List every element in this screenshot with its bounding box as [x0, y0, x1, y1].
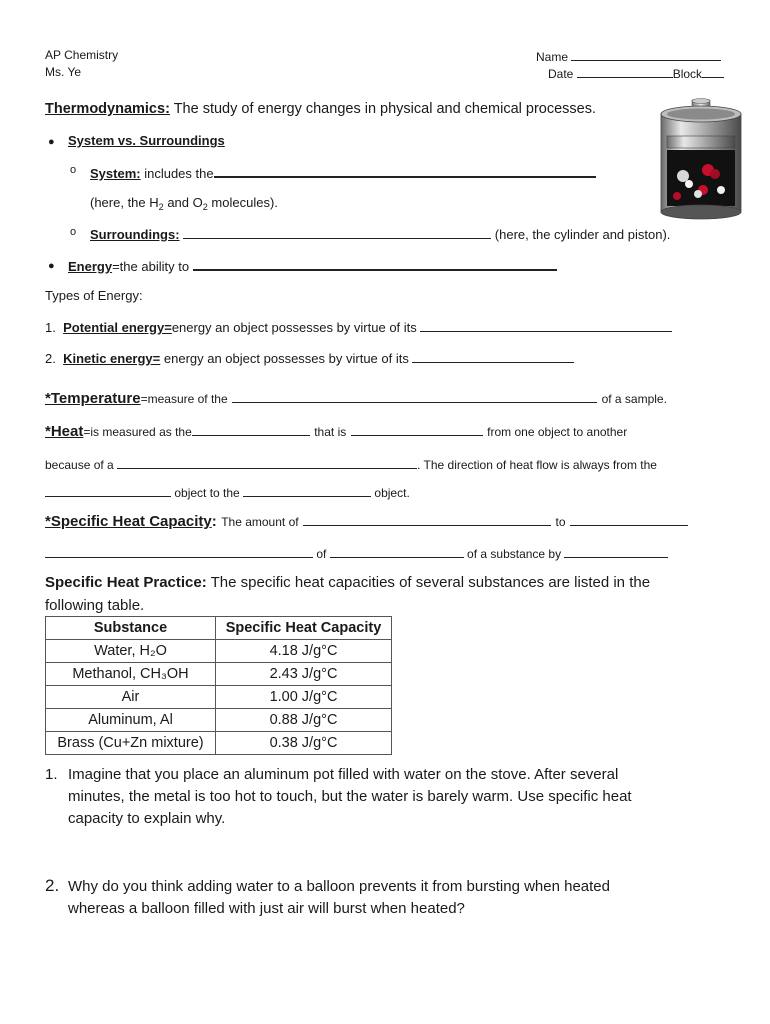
heat-line-2: [45, 456, 657, 472]
energy-blank[interactable]: [193, 257, 557, 271]
intro-line: [45, 101, 596, 117]
heat-term: *Heat: [45, 423, 84, 440]
date-line: [548, 65, 724, 81]
practice-term: Specific Heat Practice:: [45, 574, 207, 591]
question-1-number: 1.: [45, 766, 58, 783]
system-text: includes the: [144, 166, 214, 181]
item2-num: 2.: [45, 351, 56, 366]
question-2-text: [68, 876, 610, 920]
specific-heat-line-2: [45, 545, 668, 561]
system-note-pre: (here, the H: [90, 195, 159, 210]
table-row: [46, 640, 392, 663]
temperature-text: =measure of the: [140, 392, 228, 406]
system-heading: System vs. Surroundings: [68, 133, 225, 148]
heat-line2-b: . The direction of heat flow is always from the: [417, 458, 657, 472]
energy-term: Energy: [68, 259, 113, 274]
heat-blank-5[interactable]: [243, 484, 371, 497]
specific-heat-table: [45, 616, 392, 755]
course-label: AP Chemistry: [45, 48, 119, 62]
heat-blank-3[interactable]: [117, 456, 417, 469]
specific-heat-text-1: The amount of: [221, 515, 299, 529]
bullet-1: ●: [48, 136, 55, 148]
system-note-mid: and O: [163, 195, 203, 210]
name-blank[interactable]: [571, 48, 721, 61]
question-2-line-1: Why do you think adding water to a balloon prevents it from bursting when heated: [68, 878, 610, 895]
table-cell-substance: Brass (Cu+Zn mixture): [46, 732, 216, 755]
specific-heat-text-2: to: [555, 515, 566, 529]
specific-heat-colon: :: [211, 513, 217, 530]
table-cell-substance: Water, H₂O: [46, 640, 216, 663]
table-row: [46, 686, 392, 709]
kinetic-energy-term: Kinetic energy=: [63, 351, 161, 366]
system-blank[interactable]: [214, 164, 596, 178]
temperature-end: of a sample.: [601, 392, 667, 406]
practice-text-1: The specific heat capacities of several substances are listed in the: [206, 574, 651, 591]
temperature-line: [45, 390, 667, 408]
system-term: System:: [90, 166, 141, 181]
system-line: [90, 164, 596, 181]
energy-line: [68, 257, 557, 274]
practice-line-1: [45, 574, 650, 591]
surroundings-note: (here, the cylinder and piston).: [494, 227, 671, 242]
specific-heat-blank-5[interactable]: [564, 545, 668, 558]
temperature-blank[interactable]: [232, 390, 597, 403]
table-cell-value: 2.43 J/g°C: [216, 663, 392, 686]
table-cell-value: 4.18 J/g°C: [216, 640, 392, 663]
temperature-term: *Temperature: [45, 390, 141, 407]
specific-heat-blank-4[interactable]: [330, 545, 464, 558]
table-cell-substance: Air: [46, 686, 216, 709]
specific-heat-text-3: of: [316, 547, 327, 561]
table-header-capacity: Specific Heat Capacity: [216, 617, 392, 640]
table-header-row: [46, 617, 392, 640]
heat-line2-a: because of a: [45, 458, 114, 472]
system-note-sub1: 2: [158, 202, 164, 212]
surroundings-line: [90, 226, 670, 242]
specific-heat-text-4: of a substance by: [467, 547, 562, 561]
table-cell-value: 0.88 J/g°C: [216, 709, 392, 732]
heat-line3-a: object to the: [174, 486, 240, 500]
kinetic-energy-blank[interactable]: [412, 350, 574, 363]
potential-energy-blank[interactable]: [420, 319, 672, 332]
surroundings-term: Surroundings:: [90, 227, 180, 242]
surroundings-blank[interactable]: [183, 226, 491, 239]
heat-line-1: [45, 423, 627, 441]
heat-text-1: =is measured as the: [83, 425, 192, 439]
potential-energy-term: Potential energy=: [63, 320, 172, 335]
kinetic-energy-line: [45, 350, 574, 366]
system-note: [90, 195, 278, 210]
specific-heat-blank-2[interactable]: [570, 513, 688, 526]
name-line: [536, 48, 721, 64]
table-header-substance: Substance: [46, 617, 216, 640]
question-1-line-3: capacity to explain why.: [68, 810, 226, 827]
date-blank[interactable]: [577, 65, 673, 78]
table-row: [46, 663, 392, 686]
table-row: [46, 709, 392, 732]
specific-heat-blank-1[interactable]: [303, 513, 551, 526]
sub-bullet-1: o: [70, 164, 77, 176]
block-blank[interactable]: [702, 65, 724, 78]
energy-text: =the ability to: [112, 259, 190, 274]
table-row: [46, 732, 392, 755]
question-2-number: 2.: [45, 876, 60, 895]
heat-line3-b: object.: [374, 486, 410, 500]
kinetic-energy-text: energy an object possesses by virtue of its: [160, 351, 409, 366]
heat-blank-4[interactable]: [45, 484, 171, 497]
heat-line-3: [45, 484, 410, 500]
name-label: Name: [536, 50, 569, 64]
date-label: Date: [548, 67, 574, 81]
question-1-text: [68, 764, 632, 830]
potential-energy-text: energy an object possesses by virtue of its: [171, 320, 417, 335]
question-1-line-2: minutes, the metal is too hot to touch, but the water is barely warm. Use specific heat: [68, 788, 632, 805]
question-2-line-2: whereas a balloon filled with just air will burst when heated?: [68, 900, 465, 917]
table-cell-value: 0.38 J/g°C: [216, 732, 392, 755]
table-cell-value: 1.00 J/g°C: [216, 686, 392, 709]
sub-bullet-2: o: [70, 226, 77, 238]
system-note-sub2: 2: [202, 202, 208, 212]
thermodynamics-definition: The study of energy changes in physical and chemical processes.: [173, 101, 597, 117]
teacher-label: Ms. Ye: [45, 65, 82, 79]
heat-text-2: that is: [314, 425, 347, 439]
types-heading: Types of Energy:: [45, 288, 143, 303]
table-cell-substance: Methanol, CH₃OH: [46, 663, 216, 686]
heat-blank-2[interactable]: [351, 423, 483, 436]
question-1-line-1: Imagine that you place an aluminum pot filled with water on the stove. After several: [68, 766, 619, 783]
thermodynamics-term: Thermodynamics:: [45, 101, 170, 117]
piston-cylinder-icon: [653, 98, 749, 220]
specific-heat-term: *Specific Heat Capacity: [45, 513, 212, 530]
practice-line-2: following table.: [45, 597, 145, 614]
block-label: Block: [672, 67, 703, 81]
heat-text-3: from one object to another: [487, 425, 628, 439]
specific-heat-line-1: [45, 513, 688, 531]
potential-energy-line: [45, 319, 672, 335]
item1-num: 1.: [45, 320, 56, 335]
bullet-2: ●: [48, 260, 55, 272]
table-cell-substance: Aluminum, Al: [46, 709, 216, 732]
system-note-post: molecules).: [207, 195, 278, 210]
specific-heat-blank-3[interactable]: [45, 545, 313, 558]
heat-blank-1[interactable]: [192, 423, 310, 436]
